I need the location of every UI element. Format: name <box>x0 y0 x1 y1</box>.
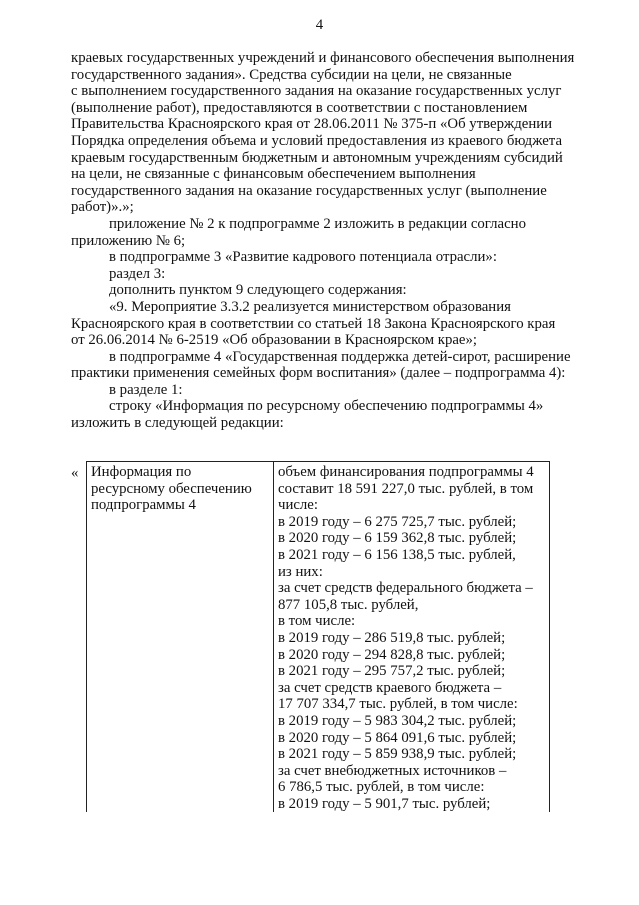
text-line: Красноярского края в соответствии со статьей 18 Закона Красноярского края <box>71 315 556 332</box>
text-line: от 26.06.2014 № 6-2519 «Об образовании в Красноярском крае»; <box>71 332 478 349</box>
cell-line: в 2021 году – 5 859 938,9 тыс. рублей; <box>278 746 517 763</box>
text-line: практики применения семейных форм воспитания» (далее – подпрограмма 4): <box>71 365 566 382</box>
table-row <box>87 462 550 813</box>
cell-line: 17 707 334,7 тыс. рублей, в том числе: <box>278 696 518 713</box>
text-line: государственного задания на оказание государственных услуг (выполнение <box>71 182 547 199</box>
document-body <box>71 50 588 432</box>
text-line: в подпрограмме 4 «Государственная поддержка детей-сирот, расширение <box>109 348 571 365</box>
cell-line: за счет средств федерального бюджета – <box>278 580 533 597</box>
text-line: раздел 3: <box>109 265 166 282</box>
cell-line: 6 786,5 тыс. рублей, в том числе: <box>278 779 485 796</box>
cell-line: в 2020 году – 5 864 091,6 тыс. рублей; <box>278 729 517 746</box>
cell-line: в 2019 году – 286 519,8 тыс. рублей; <box>278 629 506 646</box>
cell-line: объем финансирования подпрограммы 4 <box>278 464 534 480</box>
text-line: с выполнением государственного задания на оказание государственных услуг <box>71 83 562 100</box>
text-line: «9. Мероприятие 3.3.2 реализуется министерством образования <box>109 298 511 315</box>
text-line: государственного задания». Средства субсидии на цели, не связанные <box>71 66 512 83</box>
cell-line: в 2019 году – 5 983 304,2 тыс. рублей; <box>278 712 517 729</box>
page-number: 4 <box>315 17 324 33</box>
cell-line: в 2019 году – 5 901,7 тыс. рублей; <box>278 795 491 812</box>
cell-line: в 2019 году – 6 275 725,7 тыс. рублей; <box>278 513 517 530</box>
text-line: на цели, не связанные с финансовым обеспечением выполнения <box>71 166 476 183</box>
cell-line: 877 105,8 тыс. рублей, <box>278 596 419 613</box>
text-line: в разделе 1: <box>109 381 183 398</box>
opening-quote: « <box>71 465 79 481</box>
cell-line: за счет средств краевого бюджета – <box>278 679 502 696</box>
cell-line: составит 18 591 227,0 тыс. рублей, в том <box>278 480 534 497</box>
text-line: краевым государственным бюджетным и автономным учреждениям субсидий <box>71 149 563 166</box>
text-line: приложение № 2 к подпрограмме 2 изложить в редакции согласно <box>109 215 526 232</box>
text-line: дополнить пунктом 9 следующего содержания: <box>109 282 407 299</box>
cell-line: в том числе: <box>278 613 356 630</box>
text-line: изложить в следующей редакции: <box>71 415 284 432</box>
cell-line: за счет внебюджетных источников – <box>278 762 507 779</box>
text-line: Правительства Красноярского края от 28.06.2011 № 375-п «Об утверждении <box>71 116 553 133</box>
text-line: приложению № 6; <box>71 232 186 249</box>
table-cell-label <box>87 462 274 813</box>
cell-line: подпрограммы 4 <box>91 497 196 514</box>
text-line: (выполнение работ), предоставляются в соответствии с постановлением <box>71 99 528 116</box>
text-line: Порядка определения объема и условий предоставления из краевого бюджета <box>71 132 563 149</box>
resource-table <box>86 461 550 812</box>
cell-line: из них: <box>278 563 323 580</box>
cell-line: Информация по <box>91 464 192 480</box>
cell-line: в 2020 году – 6 159 362,8 тыс. рублей; <box>278 530 517 547</box>
text-line: работ)».»; <box>71 199 134 216</box>
cell-line: в 2021 году – 6 156 138,5 тыс. рублей, <box>278 546 516 563</box>
text-line: в подпрограмме 3 «Развитие кадрового потенциала отрасли»: <box>109 249 497 266</box>
cell-line: в 2020 году – 294 828,8 тыс. рублей; <box>278 646 506 663</box>
cell-line: в 2021 году – 295 757,2 тыс. рублей; <box>278 663 506 680</box>
cell-line: числе: <box>278 497 318 514</box>
cell-line: ресурсному обеспечению <box>91 480 252 497</box>
text-line: краевых государственных учреждений и финансового обеспечения выполнения <box>71 50 575 66</box>
table-cell-value <box>274 462 550 813</box>
text-line: строку «Информация по ресурсному обеспечению подпрограммы 4» <box>109 398 544 415</box>
